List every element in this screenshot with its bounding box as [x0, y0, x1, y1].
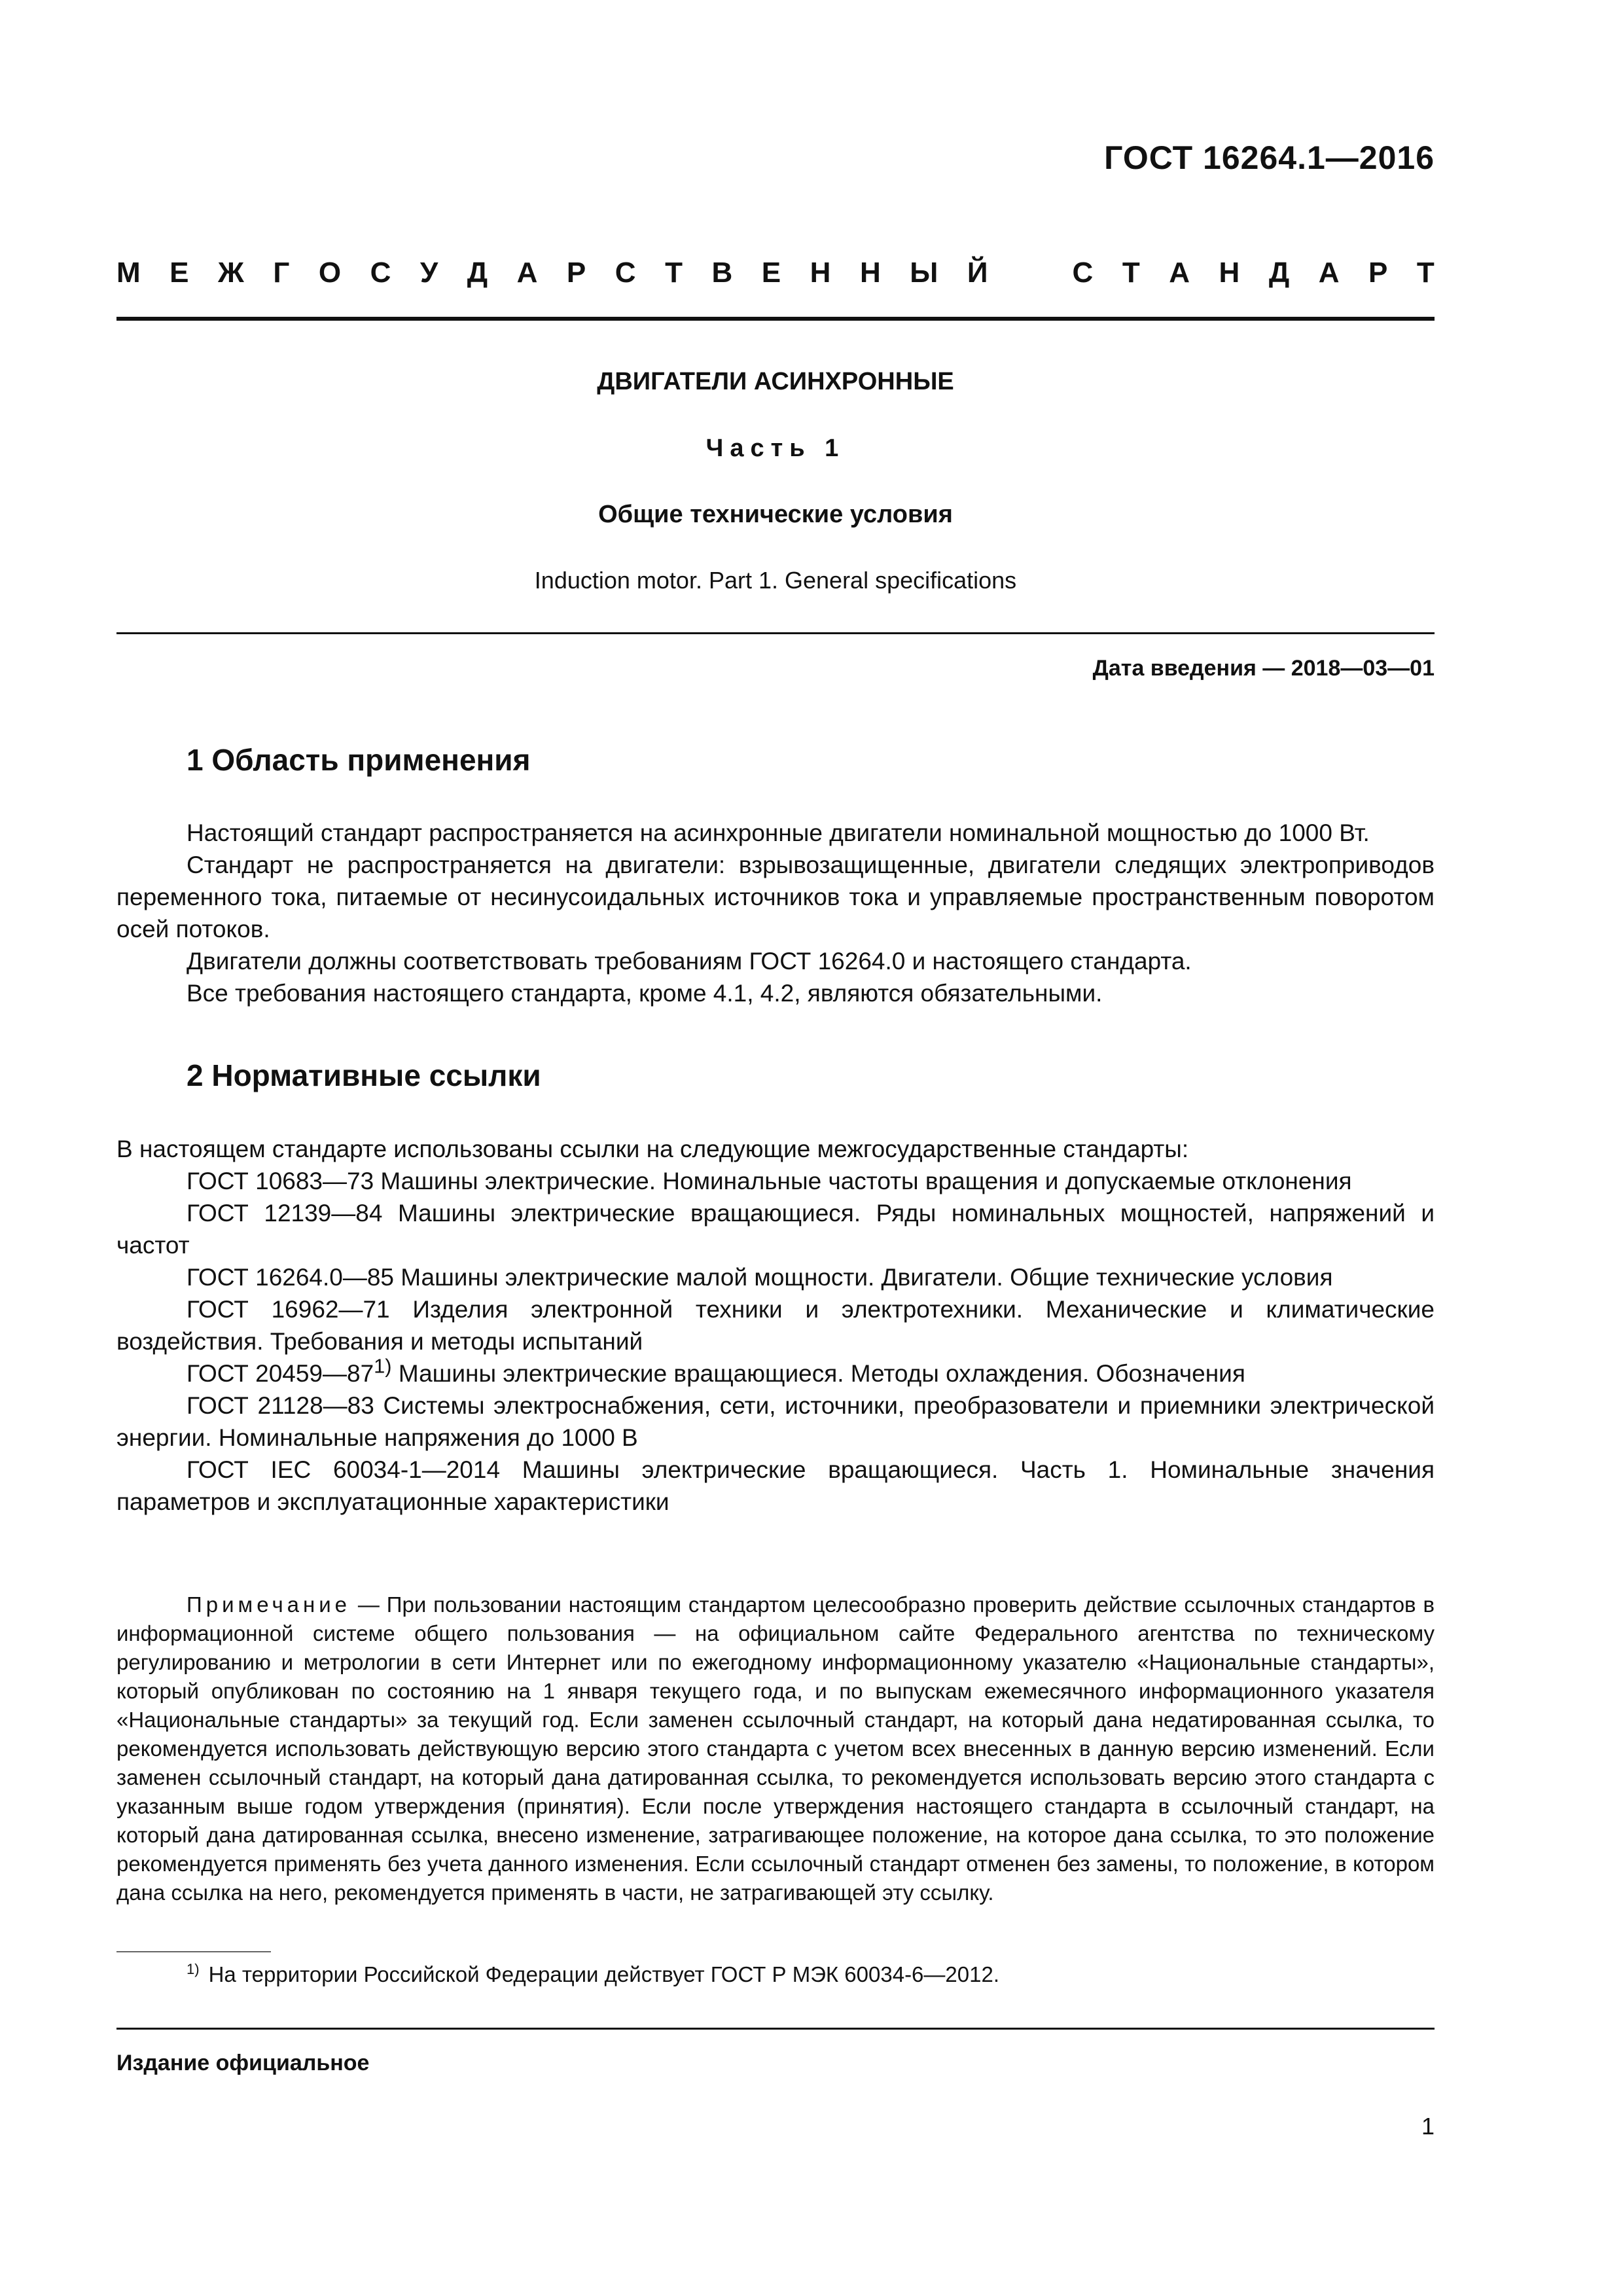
footer-divider: [116, 2028, 1435, 2030]
paragraph: Настоящий стандарт распространяется на асинхронные двигатели номинальной мощностью до 1000 Вт.: [187, 819, 1370, 846]
document-subtitle: Общие технические условия: [598, 501, 953, 528]
section-2-body: [116, 1133, 1435, 1518]
heading-letter: Д: [1268, 257, 1290, 289]
reference-item: [116, 1354, 1435, 1390]
footnote-divider: [116, 1951, 271, 1952]
heading-letter: А: [516, 257, 538, 289]
edition-label: Издание официальное: [116, 2051, 370, 2075]
page-number: 1: [1421, 2113, 1435, 2140]
footnote-marker: 1): [374, 1354, 392, 1378]
reference-item: ГОСТ 16962—71 Изделия электронной техники и электротехники. Механические и климатические воздействия. Требования и методы испытаний: [116, 1296, 1435, 1355]
word-gap: [1017, 257, 1043, 289]
heading-letter: О: [318, 257, 342, 289]
header-divider: [116, 317, 1435, 321]
reference-title: Машины электрические вращающиеся. Методы охлаждения. Обозначения: [391, 1360, 1245, 1387]
section-2-heading: 2 Нормативные ссылки: [187, 1058, 541, 1092]
paragraph: Все требования настоящего стандарта, кроме 4.1, 4.2, являются обязательными.: [187, 980, 1103, 1007]
heading-letter: Т: [1122, 257, 1140, 289]
heading-letter: С: [370, 257, 391, 289]
heading-letter: Г: [273, 257, 290, 289]
document-part: Часть 1: [705, 435, 846, 462]
title-divider: [116, 632, 1435, 634]
heading-letter: Е: [761, 257, 781, 289]
paragraph: Стандарт не распространяется на двигатели: взрывозащищенные, двигатели следящих электроприводов переменного тока, питаемые от несинусоидальных источников тока и управляемые пространственным поворотом осей потоков.: [116, 852, 1435, 942]
heading-letter: Р: [1368, 257, 1388, 289]
section-1-heading: 1 Область применения: [187, 743, 531, 777]
heading-letter: М: [116, 257, 141, 289]
heading-letter: Т: [1416, 257, 1435, 289]
document-title: ДВИГАТЕЛИ АСИНХРОННЫЕ: [597, 368, 954, 395]
note-label: Примечание: [187, 1592, 351, 1617]
introduction-date: Дата введения — 2018—03—01: [1092, 656, 1435, 681]
heading-letter: У: [419, 257, 438, 289]
heading-letter: С: [615, 257, 636, 289]
heading-letter: Н: [810, 257, 831, 289]
heading-letter: Т: [665, 257, 683, 289]
paragraph: Двигатели должны соответствовать требованиям ГОСТ 16264.0 и настоящего стандарта.: [187, 948, 1192, 975]
reference-item: ГОСТ IEC 60034-1—2014 Машины электрические вращающиеся. Часть 1. Номинальные значения параметров и эксплуатационные характеристики: [116, 1456, 1435, 1515]
reference-item: ГОСТ 21128—83 Системы электроснабжения, сети, источники, преобразователи и приемники электрической энергии. Номинальные напряжения до 1000 В: [116, 1392, 1435, 1451]
heading-letter: Й: [967, 257, 988, 289]
heading-letter: Ж: [218, 257, 244, 289]
heading-letter: С: [1072, 257, 1094, 289]
paragraph: В настоящем стандарте использованы ссылки на следующие межгосударственные стандарты:: [116, 1136, 1189, 1162]
heading-letter: В: [711, 257, 733, 289]
heading-letter: Д: [467, 257, 488, 289]
section-1-body: [116, 817, 1435, 1009]
heading-letter: А: [1318, 257, 1340, 289]
reference-code: ГОСТ 20459—87: [187, 1360, 374, 1387]
standard-number: ГОСТ 16264.1—2016: [1104, 139, 1435, 176]
footnote-marker: 1): [187, 1961, 200, 1977]
reference-item: ГОСТ 12139—84 Машины электрические вращающиеся. Ряды номинальных мощностей, напряжений и частот: [116, 1200, 1435, 1259]
footnote-text: На территории Российской Федерации действует ГОСТ Р МЭК 60034-6—2012.: [208, 1962, 999, 1986]
heading-letter: Е: [169, 257, 189, 289]
english-title: Induction motor. Part 1. General specifications: [534, 567, 1017, 594]
interstate-standard-heading: [116, 257, 1435, 289]
heading-letter: А: [1169, 257, 1190, 289]
heading-letter: Р: [566, 257, 586, 289]
heading-letter: Ы: [910, 257, 938, 289]
reference-item: ГОСТ 16264.0—85 Машины электрические малой мощности. Двигатели. Общие технические условия: [187, 1264, 1333, 1291]
heading-letter: Н: [1219, 257, 1240, 289]
note-block: [116, 1590, 1435, 1907]
heading-letter: Н: [859, 257, 881, 289]
footnote: [187, 1962, 999, 1987]
note-text: — При пользовании настоящим стандартом целесообразно проверить действие ссылочных стандартов в информационной системе общего пользования — на официальном сайте Федерального агентства по техническому регулированию и метрологии в сети Интернет или по ежегодному информационному указателю «Национальные стандарты», который опубликован по состоянию на 1 января текущего года, и по выпускам ежемесячного информационного указателя «Национальные стандарты» за текущий год. Если заменен ссылочный стандарт, на который дана недатированная ссылка, то рекомендуется использовать действующую версию этого стандарта с учетом всех внесенных в данную версию изменений. Если заменен ссылочный стандарт, на который дана датированная ссылка, то рекомендуется использовать версию этого стандарта с указанным выше годом утверждения (принятия). Если после утверждения настоящего стандарта в ссылочный стандарт, на который дана датированная ссылка, внесено изменение, затрагивающее положение, на которое дана ссылка, то это положение рекомендуется применять без учета данного изменения. Если ссылочный стандарт отменен без замены, то положение, в котором дана ссылка на него, рекомендуется применять в части, не затрагивающей эту ссылку.: [116, 1592, 1435, 1905]
note-paragraph: [116, 1590, 1435, 1907]
reference-item: ГОСТ 10683—73 Машины электрические. Номинальные частоты вращения и допускаемые отклонения: [187, 1168, 1352, 1194]
